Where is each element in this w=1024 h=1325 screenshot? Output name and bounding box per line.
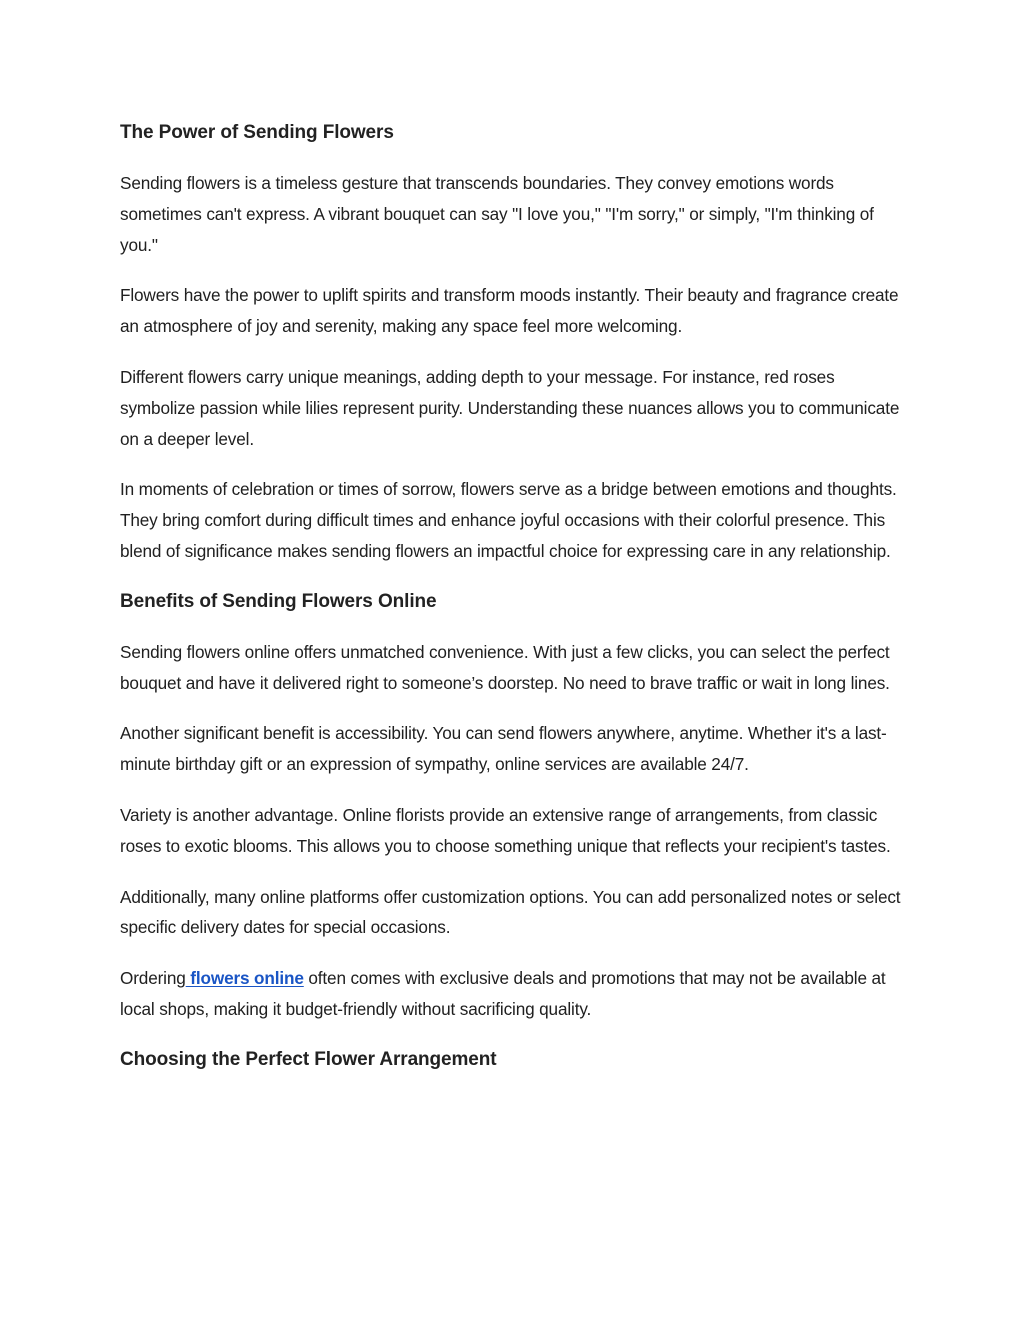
paragraph-4: In moments of celebration or times of sorrow, flowers serve as a bridge between emotions and thoughts. They bring comfort during difficult times and enhance joyful occasions with their colorful presence. This blend of significance makes sending flowers an impactful choice for expressing care in any relationship. [120,479,897,561]
link-paragraph-before: Ordering [120,968,186,989]
section-heading-power: The Power of Sending Flowers [120,122,394,143]
paragraph-5: Sending flowers online offers unmatched convenience. With just a few clicks, you can select the perfect bouquet and have it delivered right to someone’s doorstep. No need to brave traffic or wait in long lines. [120,641,890,693]
paragraph-7: Variety is another advantage. Online florists provide an extensive range of arrangements, from classic roses to exotic blooms. This allows you to choose something unique that reflects your recipient's tastes. [120,804,891,856]
document-page [120,118,902,1075]
paragraph-9 [120,963,902,1025]
section-heading-benefits: Benefits of Sending Flowers Online [120,590,437,612]
paragraph-6: Another significant benefit is accessibility. You can send flowers anywhere, anytime. Whether it's a last-minute birthday gift or an expression of sympathy, online services are available 24/7. [120,723,887,775]
paragraph-1: Sending flowers is a timeless gesture that transcends boundaries. They convey emotions words sometimes can't express. A vibrant bouquet can say "I love you," "I'm sorry," or simply, "I'm thinking of you." [120,173,874,255]
paragraph-2: Flowers have the power to uplift spirits and transform moods instantly. Their beauty and fragrance create an atmosphere of joy and serenity, making any space feel more welcoming. [120,285,899,337]
flowers-online-link[interactable]: flowers online [185,968,304,989]
link-paragraph-after: often comes with exclusive deals and promotions that may not be available at local shops, making it budget-friendly without sacrificing quality. [120,968,886,1019]
paragraph-3: Different flowers carry unique meanings, adding depth to your message. For instance, red roses symbolize passion while lilies represent purity. Understanding these nuances allows you to communicate on a deeper level. [120,366,900,449]
section-heading-choosing: Choosing the Perfect Flower Arrangement [120,1048,497,1070]
paragraph-8: Additionally, many online platforms offer customization options. You can add personalized notes or select specific delivery dates for special occasions. [120,886,901,938]
